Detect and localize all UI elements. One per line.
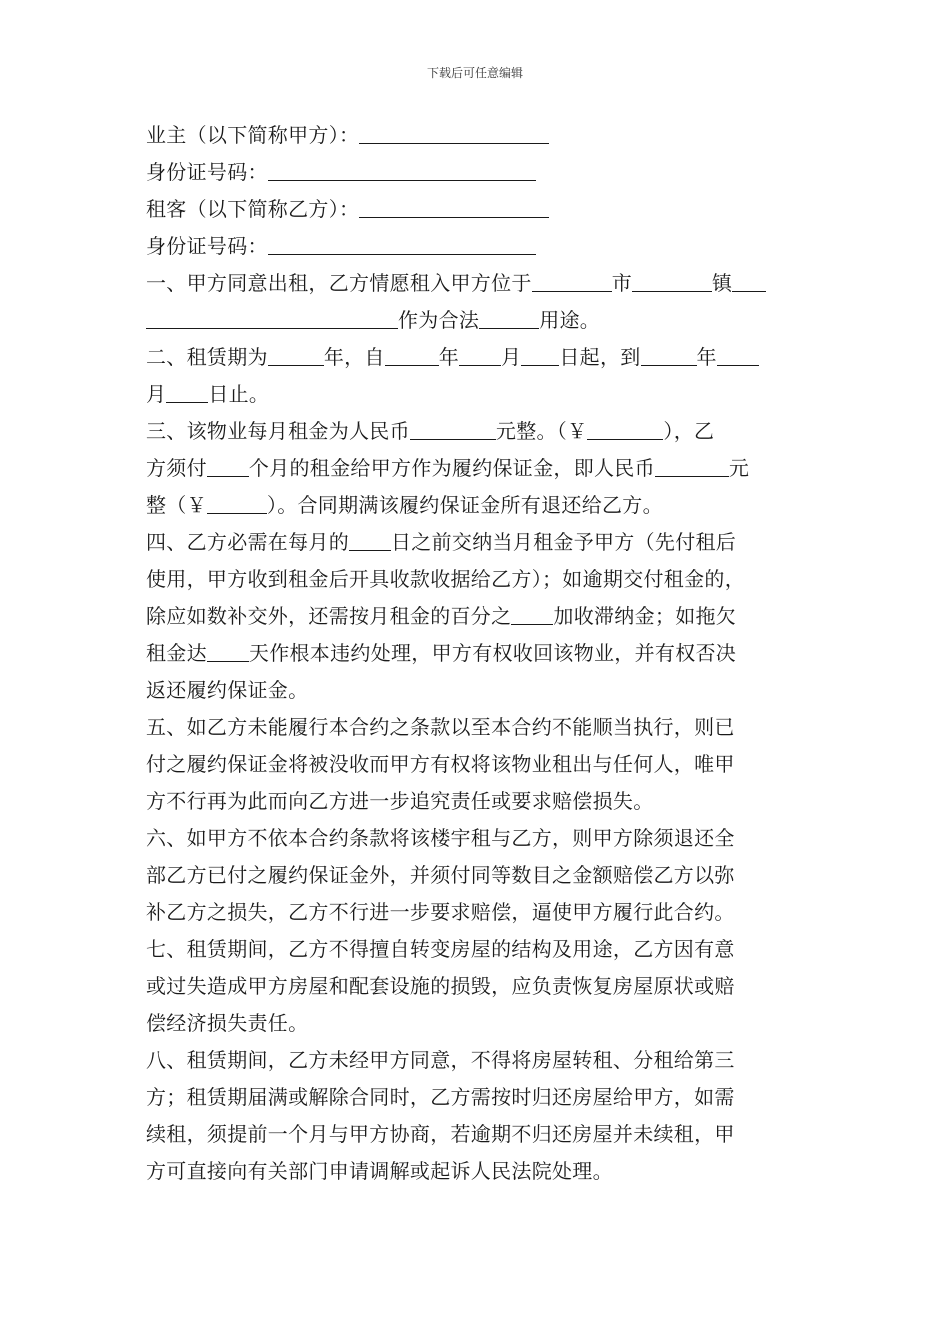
text-line xyxy=(146,450,808,487)
text-segment: 元 xyxy=(728,456,750,480)
text-segment: 月 xyxy=(501,345,522,369)
text-line xyxy=(146,376,808,413)
text-line xyxy=(146,931,808,968)
text-segment: 方；租赁期届满或解除合同时，乙方需按时归还房屋给甲方，如需 xyxy=(146,1085,735,1109)
text-line xyxy=(146,413,808,450)
blank-underline[interactable] xyxy=(532,271,612,292)
text-segment: 年 xyxy=(438,345,460,369)
blank-underline[interactable] xyxy=(385,345,439,366)
text-segment: 补乙方之损失，乙方不行进一步要求赔偿，逼使甲方履行此合约。 xyxy=(146,900,735,924)
text-line xyxy=(146,783,808,820)
text-segment: 四、乙方必需在每月的 xyxy=(146,530,349,554)
blank-underline[interactable] xyxy=(459,345,501,366)
blank-underline[interactable] xyxy=(268,345,324,366)
text-line xyxy=(146,1042,808,1079)
text-line xyxy=(146,302,808,339)
text-segment: 元整。（￥ xyxy=(495,419,588,443)
text-line xyxy=(146,857,808,894)
text-line xyxy=(146,487,808,524)
blank-underline[interactable] xyxy=(717,345,759,366)
blank-underline[interactable] xyxy=(207,493,267,514)
text-segment: 使用，甲方收到租金后开具收款收据给乙方）；如逾期交付租金的， xyxy=(146,567,745,591)
text-segment: 续租，须提前一个月与甲方协商，若逾期不归还房屋并未续租，甲 xyxy=(146,1122,735,1146)
blank-underline[interactable] xyxy=(166,382,208,403)
blank-underline[interactable] xyxy=(359,123,549,144)
blank-underline[interactable] xyxy=(479,308,539,329)
text-segment: 日之前交纳当月租金予甲方（先付租后 xyxy=(391,530,737,554)
text-line xyxy=(146,265,808,302)
text-line xyxy=(146,154,808,191)
blank-underline[interactable] xyxy=(359,197,549,218)
text-segment: ），乙 xyxy=(663,419,715,443)
blank-underline[interactable] xyxy=(207,456,249,477)
text-line xyxy=(146,894,808,931)
text-line xyxy=(146,561,808,598)
blank-underline[interactable] xyxy=(268,160,536,181)
text-segment: 一、甲方同意出租，乙方情愿租入甲方位于 xyxy=(146,271,532,295)
blank-underline[interactable] xyxy=(632,271,712,292)
blank-underline[interactable] xyxy=(268,234,536,255)
text-segment: 方须付 xyxy=(146,456,207,480)
blank-underline[interactable] xyxy=(146,308,398,329)
text-line xyxy=(146,1116,808,1153)
text-segment: 三、该物业每月租金为人民币 xyxy=(146,419,410,443)
text-line xyxy=(146,598,808,635)
text-line xyxy=(146,339,808,376)
text-segment: 个月的租金给甲方作为履约保证金，即人民币 xyxy=(248,456,655,480)
text-segment: 或过失造成甲方房屋和配套设施的损毁，应负责恢复房屋原状或赔 xyxy=(146,974,735,998)
text-segment: 方不行再为此而向乙方进一步追究责任或要求赔偿损失。 xyxy=(146,789,654,813)
page-header: 下载后可任意编辑 xyxy=(426,66,523,80)
text-segment: 二、租赁期为 xyxy=(146,345,268,369)
text-line xyxy=(146,1079,808,1116)
text-segment: 年 xyxy=(696,345,717,369)
text-segment: 五、如乙方未能履行本合约之条款以至本合约不能顺当执行，则已 xyxy=(146,715,735,739)
text-line xyxy=(146,968,808,1005)
blank-underline[interactable] xyxy=(349,530,391,551)
text-segment: 身份证号码： xyxy=(146,234,268,258)
text-line xyxy=(146,820,808,857)
text-line xyxy=(146,1005,808,1042)
text-line xyxy=(146,709,808,746)
text-segment: 加收滞纳金；如拖欠 xyxy=(553,604,737,628)
text-segment: 天作根本违约处理，甲方有权收回该物业，并有权否决 xyxy=(248,641,737,665)
text-segment: 日起，到 xyxy=(559,345,641,369)
text-line xyxy=(146,191,808,228)
blank-underline[interactable] xyxy=(207,641,249,662)
text-segment: 七、租赁期间，乙方不得擅自转变房屋的结构及用途，乙方因有意 xyxy=(146,937,735,961)
blank-underline[interactable] xyxy=(732,271,766,292)
text-line xyxy=(146,746,808,783)
text-segment: 六、如甲方不依本合约条款将该楼宇租与乙方，则甲方除须退还全 xyxy=(146,826,735,850)
text-segment: 八、租赁期间，乙方未经甲方同意，不得将房屋转租、分租给第三 xyxy=(146,1048,735,1072)
text-line xyxy=(146,228,808,265)
text-segment: 日止。 xyxy=(208,382,270,406)
text-segment: 年，自 xyxy=(323,345,385,369)
text-segment: 身份证号码： xyxy=(146,160,268,184)
text-segment: 市 xyxy=(611,271,633,295)
text-segment: 作为合法 xyxy=(398,308,480,332)
text-line xyxy=(146,635,808,672)
text-line xyxy=(146,672,808,709)
text-segment: 租客（以下简称乙方）： xyxy=(146,197,360,221)
text-segment: ）。合同期满该履约保证金所有退还给乙方。 xyxy=(266,493,663,517)
text-segment: 租金达 xyxy=(146,641,207,665)
blank-underline[interactable] xyxy=(410,419,496,440)
text-segment: 付之履约保证金将被没收而甲方有权将该物业租出与任何人，唯甲 xyxy=(146,752,735,776)
text-segment: 整（￥ xyxy=(146,493,207,517)
text-segment: 部乙方已付之履约保证金外，并须付同等数目之金额赔偿乙方以弥 xyxy=(146,863,735,887)
text-segment: 用途。 xyxy=(539,308,601,332)
blank-underline[interactable] xyxy=(521,345,559,366)
text-segment: 镇 xyxy=(712,271,733,295)
blank-underline[interactable] xyxy=(587,419,663,440)
blank-underline[interactable] xyxy=(641,345,697,366)
text-segment: 月 xyxy=(146,382,167,406)
text-segment: 除应如数补交外，还需按月租金的百分之 xyxy=(146,604,512,628)
contract-body xyxy=(146,117,808,1190)
text-line xyxy=(146,524,808,561)
text-line xyxy=(146,117,808,154)
blank-underline[interactable] xyxy=(655,456,729,477)
text-segment: 业主（以下简称甲方）： xyxy=(146,123,360,147)
text-segment: 返还履约保证金。 xyxy=(146,678,309,702)
text-segment: 方可直接向有关部门申请调解或起诉人民法院处理。 xyxy=(146,1159,613,1183)
text-segment: 偿经济损失责任。 xyxy=(146,1011,309,1035)
text-line xyxy=(146,1153,808,1190)
blank-underline[interactable] xyxy=(511,604,553,625)
